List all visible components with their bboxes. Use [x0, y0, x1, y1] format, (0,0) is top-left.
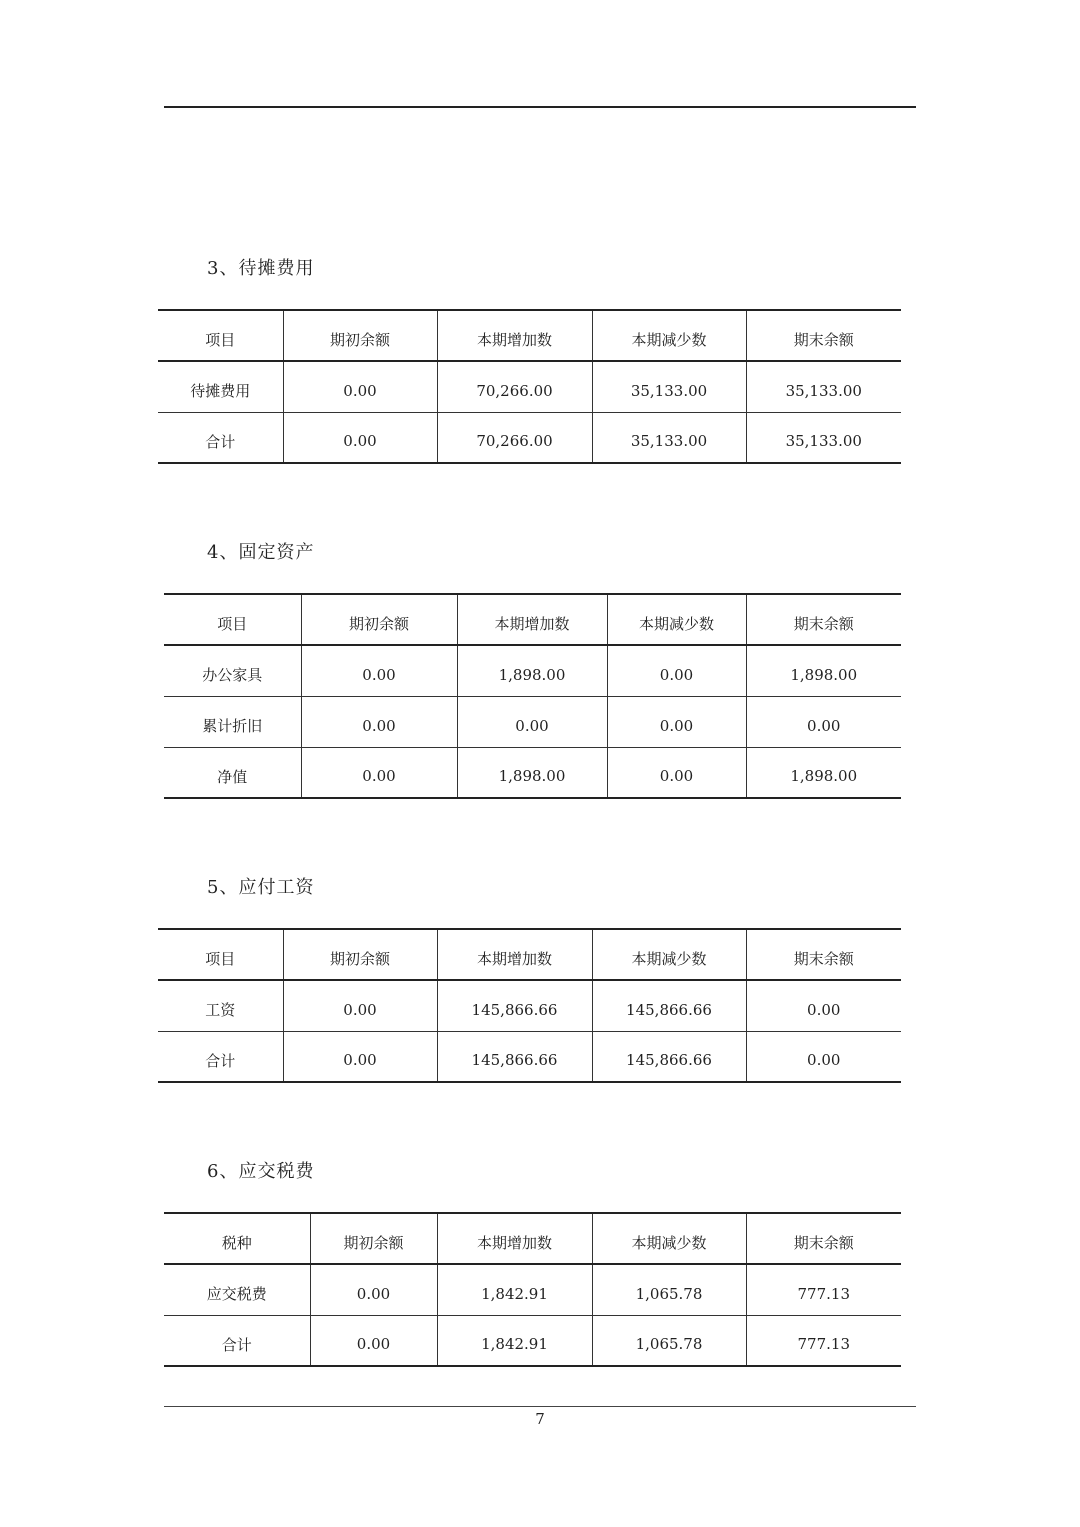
table-header-row — [164, 1213, 901, 1264]
table-row — [158, 1031, 901, 1082]
page-number: 7 — [535, 1410, 545, 1428]
table-cell: 145,866.66 — [592, 980, 746, 1031]
header-cell: 期末余额 — [746, 594, 901, 645]
table-cell: 1,842.91 — [437, 1315, 592, 1366]
table-cell: 办公家具 — [164, 645, 301, 696]
table-row — [164, 1315, 901, 1366]
table-cell: 0.00 — [746, 1031, 901, 1082]
header-cell: 本期减少数 — [592, 929, 746, 980]
table-cell: 1,065.78 — [592, 1315, 746, 1366]
section-title-prepaid-expenses: 3、待摊费用 — [207, 258, 315, 279]
header-cell: 本期增加数 — [437, 310, 592, 361]
footer-rule — [164, 1406, 916, 1407]
table-cell: 0.00 — [283, 980, 437, 1031]
table-cell: 净值 — [164, 747, 301, 798]
table-taxes-payable — [164, 1212, 901, 1367]
table-cell: 0.00 — [283, 1031, 437, 1082]
header-cell: 期初余额 — [310, 1213, 437, 1264]
header-cell: 税种 — [164, 1213, 310, 1264]
header-cell: 期初余额 — [283, 929, 437, 980]
table-cell: 1,842.91 — [437, 1264, 592, 1315]
header-cell: 期初余额 — [301, 594, 457, 645]
table-header-row — [158, 310, 901, 361]
table-cell: 0.00 — [301, 747, 457, 798]
header-cell: 期初余额 — [283, 310, 437, 361]
table-cell: 合计 — [158, 1031, 283, 1082]
table-cell: 777.13 — [746, 1264, 901, 1315]
table-cell: 0.00 — [457, 696, 607, 747]
table-fixed-assets — [164, 593, 901, 799]
header-cell: 期末余额 — [746, 310, 901, 361]
table-cell: 累计折旧 — [164, 696, 301, 747]
table-cell: 0.00 — [746, 980, 901, 1031]
header-cell: 本期增加数 — [437, 929, 592, 980]
table-prepaid-expenses — [158, 309, 901, 464]
table-cell: 70,266.00 — [437, 361, 592, 412]
table-cell: 0.00 — [283, 412, 437, 463]
table-cell: 1,898.00 — [457, 645, 607, 696]
header-cell: 项目 — [158, 929, 283, 980]
table-cell: 1,898.00 — [746, 645, 901, 696]
table-row — [164, 1264, 901, 1315]
table-cell: 0.00 — [310, 1315, 437, 1366]
table-cell: 1,898.00 — [746, 747, 901, 798]
table-cell: 0.00 — [283, 361, 437, 412]
table-cell: 1,065.78 — [592, 1264, 746, 1315]
header-cell: 期末余额 — [746, 929, 901, 980]
table-cell: 777.13 — [746, 1315, 901, 1366]
table-cell: 0.00 — [310, 1264, 437, 1315]
table-row — [164, 645, 901, 696]
table-cell: 35,133.00 — [746, 412, 901, 463]
table-cell: 工资 — [158, 980, 283, 1031]
table-header-row — [158, 929, 901, 980]
table-cell: 145,866.66 — [592, 1031, 746, 1082]
header-cell: 本期增加数 — [457, 594, 607, 645]
header-cell: 项目 — [164, 594, 301, 645]
section-title-wages-payable: 5、应付工资 — [207, 877, 315, 898]
section-title-fixed-assets: 4、固定资产 — [207, 542, 315, 563]
table-cell: 0.00 — [607, 645, 746, 696]
table-cell: 待摊费用 — [158, 361, 283, 412]
table-cell: 145,866.66 — [437, 980, 592, 1031]
table-cell: 合计 — [158, 412, 283, 463]
header-cell: 本期减少数 — [592, 1213, 746, 1264]
table-cell: 0.00 — [607, 696, 746, 747]
table-row — [158, 361, 901, 412]
header-cell: 期末余额 — [746, 1213, 901, 1264]
header-cell: 本期减少数 — [607, 594, 746, 645]
table-row — [158, 980, 901, 1031]
table-cell: 0.00 — [301, 645, 457, 696]
table-cell: 0.00 — [746, 696, 901, 747]
header-rule — [164, 106, 916, 108]
table-row — [164, 747, 901, 798]
section-title-taxes-payable: 6、应交税费 — [207, 1161, 315, 1182]
table-wages-payable — [158, 928, 901, 1083]
header-cell: 项目 — [158, 310, 283, 361]
table-cell: 合计 — [164, 1315, 310, 1366]
header-cell: 本期减少数 — [592, 310, 746, 361]
table-cell: 70,266.00 — [437, 412, 592, 463]
table-cell: 145,866.66 — [437, 1031, 592, 1082]
table-cell: 0.00 — [301, 696, 457, 747]
table-cell: 应交税费 — [164, 1264, 310, 1315]
table-row — [164, 696, 901, 747]
table-row — [158, 412, 901, 463]
table-cell: 35,133.00 — [592, 412, 746, 463]
table-header-row — [164, 594, 901, 645]
table-cell: 35,133.00 — [746, 361, 901, 412]
table-cell: 1,898.00 — [457, 747, 607, 798]
table-cell: 0.00 — [607, 747, 746, 798]
header-cell: 本期增加数 — [437, 1213, 592, 1264]
table-cell: 35,133.00 — [592, 361, 746, 412]
